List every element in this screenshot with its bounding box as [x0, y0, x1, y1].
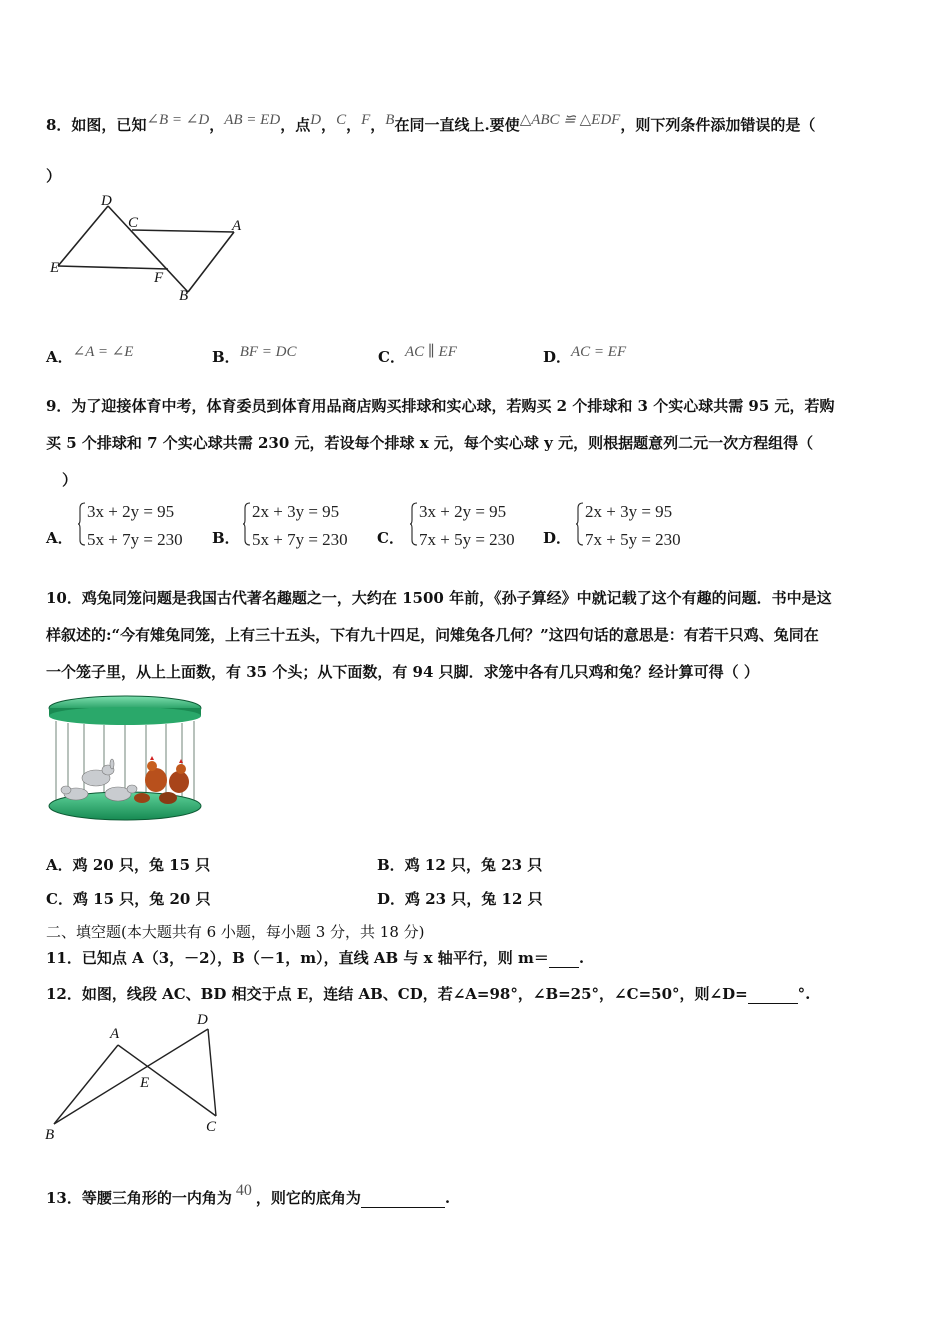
q12-label-a: A — [110, 1026, 120, 1042]
q9-option-b-eq2: 5x + 7y = 230 — [252, 530, 348, 549]
q10-cage-illustration — [46, 694, 204, 826]
q10-option-c[interactable] — [46, 888, 211, 909]
q8-sepc2: ， — [346, 116, 362, 134]
q8-stem-end: ，则下列条件添加错误的是（ — [620, 116, 816, 134]
q9-option-a-eq1: 3x + 2y = 95 — [87, 502, 175, 521]
q8-close-paren: ） — [46, 167, 62, 185]
q13-text-start: 13．等腰三角形的一内角为 — [46, 1189, 232, 1207]
q12-label-b: B — [45, 1127, 55, 1143]
q9-option-c-brace — [410, 502, 418, 546]
q9-option-a-brace — [78, 502, 86, 546]
q10-option-d-label: D． — [377, 890, 406, 908]
q8-label-a: A — [232, 218, 242, 234]
q10-line2: 样叙述的:“今有雉兔同笼，上有三十五头，下有九十四足，问雉兔各几何？”这四句话的意思是：有若干只鸡、兔同在 — [46, 626, 819, 644]
q8-option-c-expr: AC ∥ EF — [404, 344, 457, 360]
q9-option-a-label[interactable]: A． — [46, 529, 73, 547]
q8-sepc3: ， — [370, 116, 386, 134]
q10-option-b-text: 鸡 12 只，兔 23 只 — [404, 856, 543, 874]
q8-segment-de — [58, 206, 108, 266]
q8-option-c[interactable] — [378, 340, 457, 366]
q8-label-b: B — [179, 288, 189, 304]
q9-option-d-brace — [576, 502, 584, 546]
q8-sep2: ，点 — [280, 116, 311, 134]
q9-option-d-system[interactable] — [576, 502, 706, 548]
q12-segment-ba — [54, 1045, 118, 1124]
q12-label-d: D — [197, 1012, 208, 1028]
q11-answer-blank[interactable] — [549, 949, 579, 968]
q10-option-c-label: C． — [46, 890, 73, 908]
q12-figure — [40, 1008, 230, 1146]
q8-option-b-expr: BF = DC — [239, 344, 297, 360]
q10-option-b[interactable] — [377, 854, 542, 875]
q9-line2: 买 5 个排球和 7 个实心球共需 230 元，若设每个排球 x 元，每个实心球 y 元，则根据题意列二元一次方程组得（ — [46, 434, 814, 452]
q8-sepc1: ， — [321, 116, 337, 134]
q10-line1: 10．鸡兔同笼问题是我国古代著名趣题之一，大约在 1500 年前，《孙子算经》中就记载了这个有趣的问题．书中是这 — [46, 589, 832, 607]
q9-option-c-eq1: 3x + 2y = 95 — [419, 502, 507, 521]
q8-condition-angle: ∠B = ∠D — [146, 112, 210, 128]
q8-option-a-label: A． — [46, 348, 73, 366]
section2-title: 二、填空题(本大题共有 6 小题，每小题 3 分，共 18 分) — [46, 923, 425, 941]
q9-option-b-eq1: 2x + 3y = 95 — [252, 502, 340, 521]
q8-option-a[interactable] — [46, 340, 134, 366]
q12 — [46, 983, 810, 1004]
q9-line1: 9．为了迎接体育中考，体育委员到体育用品商店购买排球和实心球，若购买 2 个排球和 3 个实心球共需 95 元，若购 — [46, 397, 835, 415]
q8-point-b: B — [385, 112, 395, 128]
q13-answer-blank[interactable] — [361, 1189, 445, 1208]
q9-option-c-eq2: 7x + 5y = 230 — [419, 530, 515, 549]
q8-point-d: D — [310, 112, 322, 128]
q12-text: 12．如图，线段 AC、BD 相交于点 E，连结 AB、CD，若∠A=98°，∠B=25°，∠C=50°，则∠D= — [46, 985, 748, 1003]
q8-segment-ef — [58, 266, 168, 269]
q9-option-b-label[interactable]: B． — [212, 529, 240, 547]
q9-option-c-system[interactable] — [410, 502, 540, 548]
q8-sep1: ， — [209, 116, 225, 134]
q8-segment-ca — [132, 230, 234, 232]
q8-option-d-label: D． — [543, 348, 572, 366]
q12-answer-blank[interactable] — [748, 985, 798, 1004]
q10-option-a-text: 鸡 20 只，兔 15 只 — [72, 856, 211, 874]
q8-option-c-label: C． — [378, 348, 405, 366]
q9-option-a-eq2: 5x + 7y = 230 — [87, 530, 183, 549]
q8-label-c: C — [128, 215, 139, 231]
q8-option-b[interactable] — [212, 340, 297, 366]
q8-label-e: E — [50, 260, 60, 276]
q13-text-middle: ，则它的底角为 — [255, 1189, 361, 1207]
q12-segment-ac — [118, 1045, 216, 1116]
q8-segment-ab — [188, 232, 234, 292]
q8-option-d-expr: AC = EF — [571, 344, 627, 360]
q9-option-b-brace — [243, 502, 251, 546]
q12-degree: °. — [797, 985, 811, 1003]
q8-option-b-label: B． — [212, 348, 240, 366]
q10-option-d-text: 鸡 23 只，兔 12 只 — [405, 890, 543, 908]
q13-period: . — [444, 1189, 451, 1207]
q8-label-d: D — [101, 193, 112, 209]
q9-option-d-eq1: 2x + 3y = 95 — [585, 502, 673, 521]
q8-label-f: F — [154, 270, 164, 286]
q12-label-e: E — [140, 1075, 150, 1091]
q8-point-c: C — [336, 112, 347, 128]
q11-period: . — [578, 949, 585, 967]
q8-segment-db — [108, 206, 188, 292]
q9-option-b-system[interactable] — [243, 502, 373, 548]
q9-option-d-label[interactable]: D． — [543, 529, 572, 547]
q10-option-a-label: A． — [46, 856, 73, 874]
q8-stem-middle: 在同一直线上.要使 — [394, 116, 520, 134]
q10-line3: 一个笼子里，从上上面数，有 35 个头；从下面数，有 94 只脚．求笼中各有几只鸡和兔？经计算可得（ ） — [46, 663, 759, 681]
q11 — [46, 947, 584, 968]
q9-close-paren: ） — [62, 471, 78, 489]
q10-option-d[interactable] — [377, 888, 543, 909]
q10-option-c-text: 鸡 15 只，兔 20 只 — [72, 890, 211, 908]
q11-text: 11．已知点 A（3，－2），B（－1，m），直线 AB 与 x 轴平行，则 m＝ — [46, 949, 549, 967]
q9-option-a-system[interactable] — [78, 502, 208, 548]
q13-angle: 40 — [235, 1182, 252, 1199]
q8-option-d[interactable] — [543, 340, 627, 366]
q8-condition-side: AB = ED — [224, 112, 281, 128]
q8-stem-start: 8．如图，已知 — [46, 116, 147, 134]
q10-option-b-label: B． — [377, 856, 405, 874]
q8-congruence: △ABC ≌ △EDF — [519, 112, 621, 128]
q9-option-d-eq2: 7x + 5y = 230 — [585, 530, 681, 549]
q8-stem — [46, 114, 815, 135]
q8-point-f: F — [361, 112, 371, 128]
q8-figure — [48, 192, 248, 304]
q10-option-a[interactable] — [46, 854, 210, 875]
q12-segment-bd — [54, 1029, 208, 1124]
q9-option-c-label[interactable]: C． — [377, 529, 404, 547]
q12-label-c: C — [206, 1119, 217, 1135]
q12-segment-dc — [208, 1029, 216, 1116]
q8-option-a-expr: ∠A = ∠E — [72, 344, 134, 360]
q13 — [46, 1182, 451, 1208]
